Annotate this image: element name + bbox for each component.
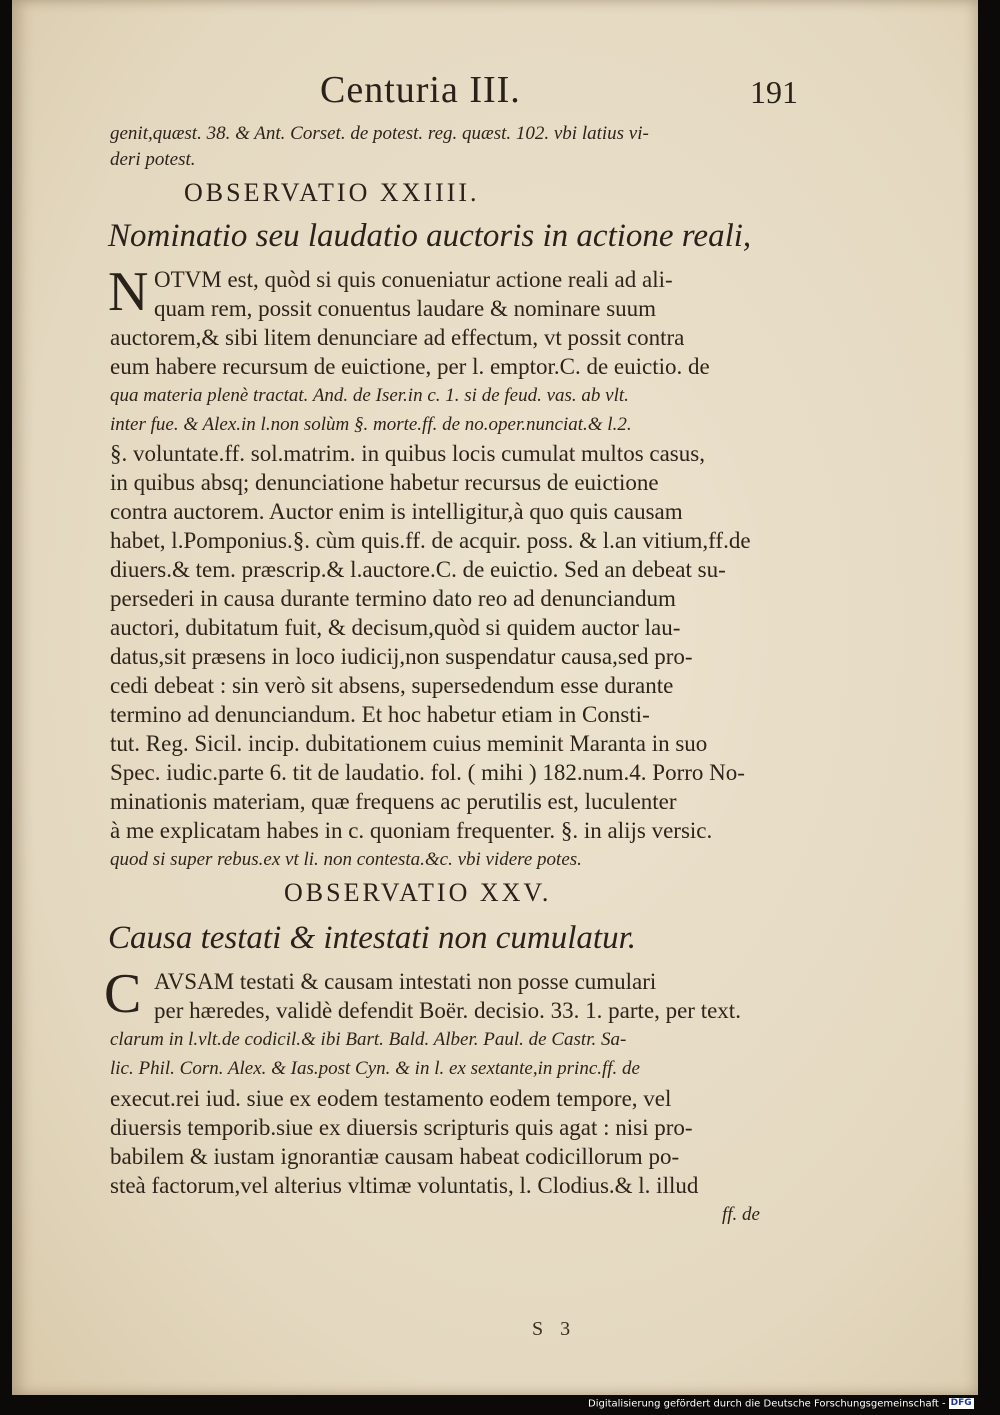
text-line: in quibus absq; denunciatione habetur recursus de euictione — [110, 470, 659, 495]
digitization-footer — [588, 1398, 974, 1410]
text-line: OTVM est, quòd si quis conueniatur actione reali ad ali- — [154, 267, 673, 292]
text-line: babilem & iustam ignorantiæ causam habeat codicillorum po- — [110, 1144, 680, 1169]
text-line: à me explicatam habes in c. quoniam frequenter. §. in alijs versic. — [110, 818, 713, 843]
text-line: lic. Phil. Corn. Alex. & Ias.post Cyn. & in l. ex sextante,in princ.ff. de — [110, 1058, 640, 1079]
text-line: deri potest. — [110, 149, 196, 170]
text-line: cedi debeat : sin verò sit absens, supersedendum esse durante — [110, 673, 674, 698]
text-line: execut.rei iud. siue ex eodem testamento eodem tempore, vel — [110, 1086, 672, 1111]
text-line: quam rem, possit conuentus laudare & nominare suum — [154, 296, 657, 321]
text-line: genit,quæst. 38. & Ant. Corset. de potest. reg. quæst. 102. vbi latius vi- — [110, 123, 649, 144]
text-line: auctori, dubitatum fuit, & decisum,quòd si quidem auctor lau- — [110, 615, 681, 640]
observatio-title: Causa testati & intestati non cumulatur. — [108, 920, 637, 956]
text-line: diuersis temporib.siue ex diuersis scripturis quis agat : nisi pro- — [110, 1115, 693, 1140]
text-line: Spec. iudic.parte 6. tit de laudatio. fol. ( mihi ) 182.num.4. Porro No- — [110, 760, 745, 785]
text-line: clarum in l.vlt.de codicil.& ibi Bart. Bald. Alber. Paul. de Castr. Sa- — [110, 1029, 627, 1050]
book-page — [12, 0, 978, 1395]
text-line: eum habere recursum de euictione, per l. emptor.C. de euictio. de — [110, 354, 710, 379]
text-line: datus,sit præsens in loco iudicij,non suspendatur causa,sed pro- — [110, 644, 693, 669]
catchword: ff. de — [722, 1204, 760, 1225]
text-line: qua materia plenè tractat. And. de Iser.in c. 1. si de feud. vas. ab vlt. — [110, 385, 629, 406]
page-number: 191 — [750, 74, 798, 110]
dfg-logo: DFG — [950, 1398, 972, 1408]
text-line: tut. Reg. Sicil. incip. dubitationem cuius meminit Maranta in suo — [110, 731, 708, 756]
drop-initial: C — [104, 963, 142, 1025]
text-line: per hæredes, validè defendit Boër. decisio. 33. 1. parte, per text. — [154, 998, 741, 1023]
observatio-title: Nominatio seu laudatio auctoris in actione reali, — [108, 218, 752, 254]
text-line: §. voluntate.ff. sol.matrim. in quibus locis cumulat multos casus, — [110, 441, 705, 466]
text-line: quod si super rebus.ex vt li. non contesta.&c. vbi videre potes. — [110, 849, 582, 870]
running-title: Centuria III. — [320, 69, 521, 111]
text-line: habet, l.Pomponius.§. cùm quis.ff. de acquir. poss. & l.an vitium,ff.de — [110, 528, 751, 553]
observatio-heading: OBSERVATIO XXIIII. — [184, 178, 480, 207]
observatio-heading: OBSERVATIO XXV. — [284, 878, 552, 907]
text-line: termino ad denunciandum. Et hoc habetur etiam in Consti- — [110, 702, 650, 727]
signature-mark: S 3 — [532, 1318, 577, 1340]
text-line: diuers.& tem. præscrip.& l.auctore.C. de euictio. Sed an debeat su- — [110, 557, 726, 582]
text-line: steà factorum,vel alterius vltimæ voluntatis, l. Clodius.& l. illud — [110, 1173, 699, 1198]
text-line: contra auctorem. Auctor enim is intelligitur,à quo quis causam — [110, 499, 683, 524]
text-line: minationis materiam, quæ frequens ac perutilis est, luculenter — [110, 789, 677, 814]
footer-text: Digitalisierung gefördert durch die Deutsche Forschungsgemeinschaft - — [588, 1398, 946, 1410]
text-line: persederi in causa durante termino dato reo ad denunciandum — [110, 586, 676, 611]
text-line: AVSAM testati & causam intestati non posse cumulari — [154, 969, 657, 994]
text-line: inter fue. & Alex.in l.non solùm §. morte.ff. de no.oper.nunciat.& l.2. — [110, 414, 632, 435]
drop-initial: N — [108, 261, 149, 323]
text-line: auctorem,& sibi litem denunciare ad effectum, vt possit contra — [110, 325, 685, 350]
